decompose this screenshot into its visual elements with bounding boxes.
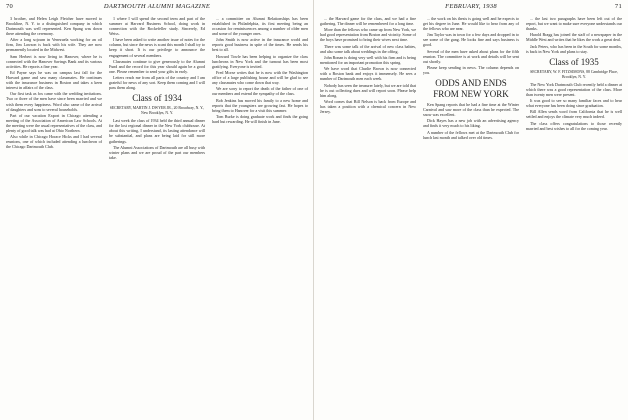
paragraph: The New York Dartmouth Club recently held a dinner at which there was a good representation of the class. More than twenty men were present. [526, 81, 622, 97]
paragraph: Bob Jenkins has moved his family to a new home and reports that the youngsters are growing fast. He hopes to bring them to Hanover for a visit this summer. [212, 97, 308, 113]
paragraph: Bill Allen sends word from California that he is well settled and enjoys the climate very much indeed. [526, 109, 622, 120]
paragraph: Also while in Chicago Horace Hicks and I had several reunions, one of which included attending a luncheon of the Chicago Dartmouth Club. [6, 134, 102, 150]
paragraph: ... the Harvard game for the class, and we had a fine gathering. The dinner will be remembered for a long time. [320, 16, 416, 27]
text-column [6, 16, 102, 416]
page-number: 70 [6, 3, 14, 10]
paragraph: Please keep sending in news. The column depends on you. [423, 64, 519, 76]
section-heading: Class of 1934 [132, 93, 182, 104]
paragraph: Howard Towle has been helping to organize the class luncheons in New York and the turnout has been most gratifying. Everyone is invited. [212, 53, 308, 69]
paragraph: Several of the men have asked about plans for the fifth reunion. The committee is at work and details will be sent out shortly. [423, 48, 519, 64]
paragraph: More than the fellows who came up from New York, we had good representation from Boston and vicinity. Some of the boys have promised to bring their wives next time. [320, 27, 416, 43]
paragraph: Sam Herbert is now living in Hanover, where he is connected with the Hanover Savings Bank and its various activities. He reports a fine year. [6, 53, 102, 69]
paragraph: There was some talk of the arrival of new class babies, and also some talk about weddings in the offing. [320, 43, 416, 54]
paragraph: ... a committee on Alumni Relationships has been established in Philadelphia, its first meeting being an occasion for reminiscences among a number of older men and some of the younger ones. [212, 16, 308, 37]
paragraph: ... the work on his thesis is going well and he expects to get his degree in June. He would like to hear from any of the fellows who are near. [423, 16, 519, 32]
page-header [320, 3, 622, 13]
section-heading: Class of 1935 [549, 56, 599, 67]
paragraph: Classmates continue to give generously to the Alumni Fund and the record for this year should again be a good one. Please remember to send your gifts in early. [109, 58, 205, 74]
section-heading: ODDS AND ENDS FROM NEW YORK [433, 78, 509, 100]
paragraph: 1 where I will spend the second term and part of the summer at Harvard Business School, doing work in connection with the Rockefeller study. Sincerely, Ed Weiss. [109, 16, 205, 37]
paragraph: After a long sojourn in Venezuela working for an oil firm, Jim Lawson is back with his wife. They are now permanently located in the Midwest. [6, 37, 102, 53]
paragraph: Tom Burke is doing graduate work and finds the going hard but rewarding. He will finish in June. [212, 113, 308, 125]
text-column [423, 16, 519, 416]
paragraph: I have been asked to write another issue of notes for the column, but since the news is scant this month I shall try to keep it short. It is our privilege to announce the engagement of several members. [109, 37, 205, 58]
paragraph: The class offers congratulations to those recently married and best wishes to all for the coming year. [526, 120, 622, 131]
paragraph: 3 brother, and Helen Leigh Fletcher have moved to Brookline, N. Y. to a distinguished company in which Dartmouth was well represented. Ken Spang was down there attending the ceremony. [6, 16, 102, 37]
secretary-byline: SECRETARY, W. F. FITZSIMONS, 88 Cambridge Place, Brooklyn, N. Y. [530, 69, 618, 79]
paragraph: It was good to see so many familiar faces and to hear what everyone has been doing since graduation. [526, 98, 622, 109]
paragraph: John Smith is now active in the insurance world and reports good business in spite of the times. He sends his best to all. [212, 37, 308, 53]
paragraph: Dick Hayes has a new job with an advertising agency and finds it very much to his liking. [423, 118, 519, 129]
running-title: FEBRUARY, 1938 [445, 3, 497, 10]
paragraph: Nobody has seen the treasurer lately, but we are told that he is out collecting dues and will report soon. Please help him along. [320, 82, 416, 98]
paragraph: Ed Payne says he was on campus last fall for the Harvard game and saw many classmates. He continues with the insurance business in Boston and takes a keen interest in affairs of the class. [6, 70, 102, 91]
paragraph: Letters reach me from all parts of the country and I am grateful for news of any sort. Keep them coming and I will pass them along. [109, 75, 205, 91]
right-page [314, 0, 628, 420]
paragraph: Ken Spang reports that he had a fine time at the Winter Carnival and saw more of the class than he expected. The snow was excellent. [423, 102, 519, 118]
secretary-byline: SECRETARY, MARTIN J. DWYER JR., 20 Broadway, N. Y., New Brooklyn, N. Y. [109, 106, 205, 116]
running-title: DARTMOUTH ALUMNI MAGAZINE [103, 3, 211, 10]
paragraph: Our first task as fox came with the wedding invitations. Two or three of the men have since been married and we wish them every happiness. Word also came of the arrival of daughters and sons to several households. [6, 91, 102, 112]
paragraph: ... the last two paragraphs have been left out of the report, but we want to make sure everyone understands our thanks. [526, 16, 622, 32]
paragraph: Harold Bragg has joined the staff of a newspaper in the Middle West and writes that he likes the work a great deal. [526, 32, 622, 43]
paragraph: John Ronan is doing very well with his firm and is being mentioned for an important promotion this spring. [320, 54, 416, 65]
paragraph: Word comes that Bill Nelson is back from Europe and has taken a position with a chemical concern in New Jersey. [320, 98, 416, 114]
paragraph: Part of our vacation Export in Chicago attending a meeting of the Association of American Law Schools. At the meeting were the usual representatives of the class, and plenty of good talk was had at Ohio Northern. [6, 112, 102, 133]
paragraph: Last week the class of 1934 held the third annual dinner for the lost regional dinner in the New York clubhouse. At about this writing, I understand, its lasting attendance will be substantial, and plans are being laid for still more gatherings. [109, 118, 205, 144]
text-column [526, 16, 622, 416]
paragraph: The Alumni Associations of Dartmouth are all busy with winter plans and we are proud of the part our members take. [109, 144, 205, 160]
paragraph: Jim Taylor was in town for a few days and dropped in to see some of the gang. He looks fine and says business is good. [423, 32, 519, 48]
paragraph: A number of the fellows met at the Dartmouth Club for lunch last month and talked over old times. [423, 129, 519, 140]
paragraph: We have word that Charlie Brown is now connected with a Boston bank and enjoys it immensely. He sees a number of Dartmouth men each week. [320, 66, 416, 82]
text-column [320, 16, 416, 416]
paragraph: Jack Peters, who has been in the South for some months, is back in New York and plans to stay. [526, 43, 622, 54]
paragraph: We are sorry to report the death of the father of one of our members and extend the sympathy of the class. [212, 86, 308, 97]
paragraph: Fred Morse writes that he is now with the Washington office of a large publishing house and will be glad to see any classmates who come down that way. [212, 70, 308, 86]
page-header [6, 3, 308, 13]
page-number: 71 [614, 3, 622, 10]
text-column [212, 16, 308, 416]
text-column [109, 16, 205, 416]
